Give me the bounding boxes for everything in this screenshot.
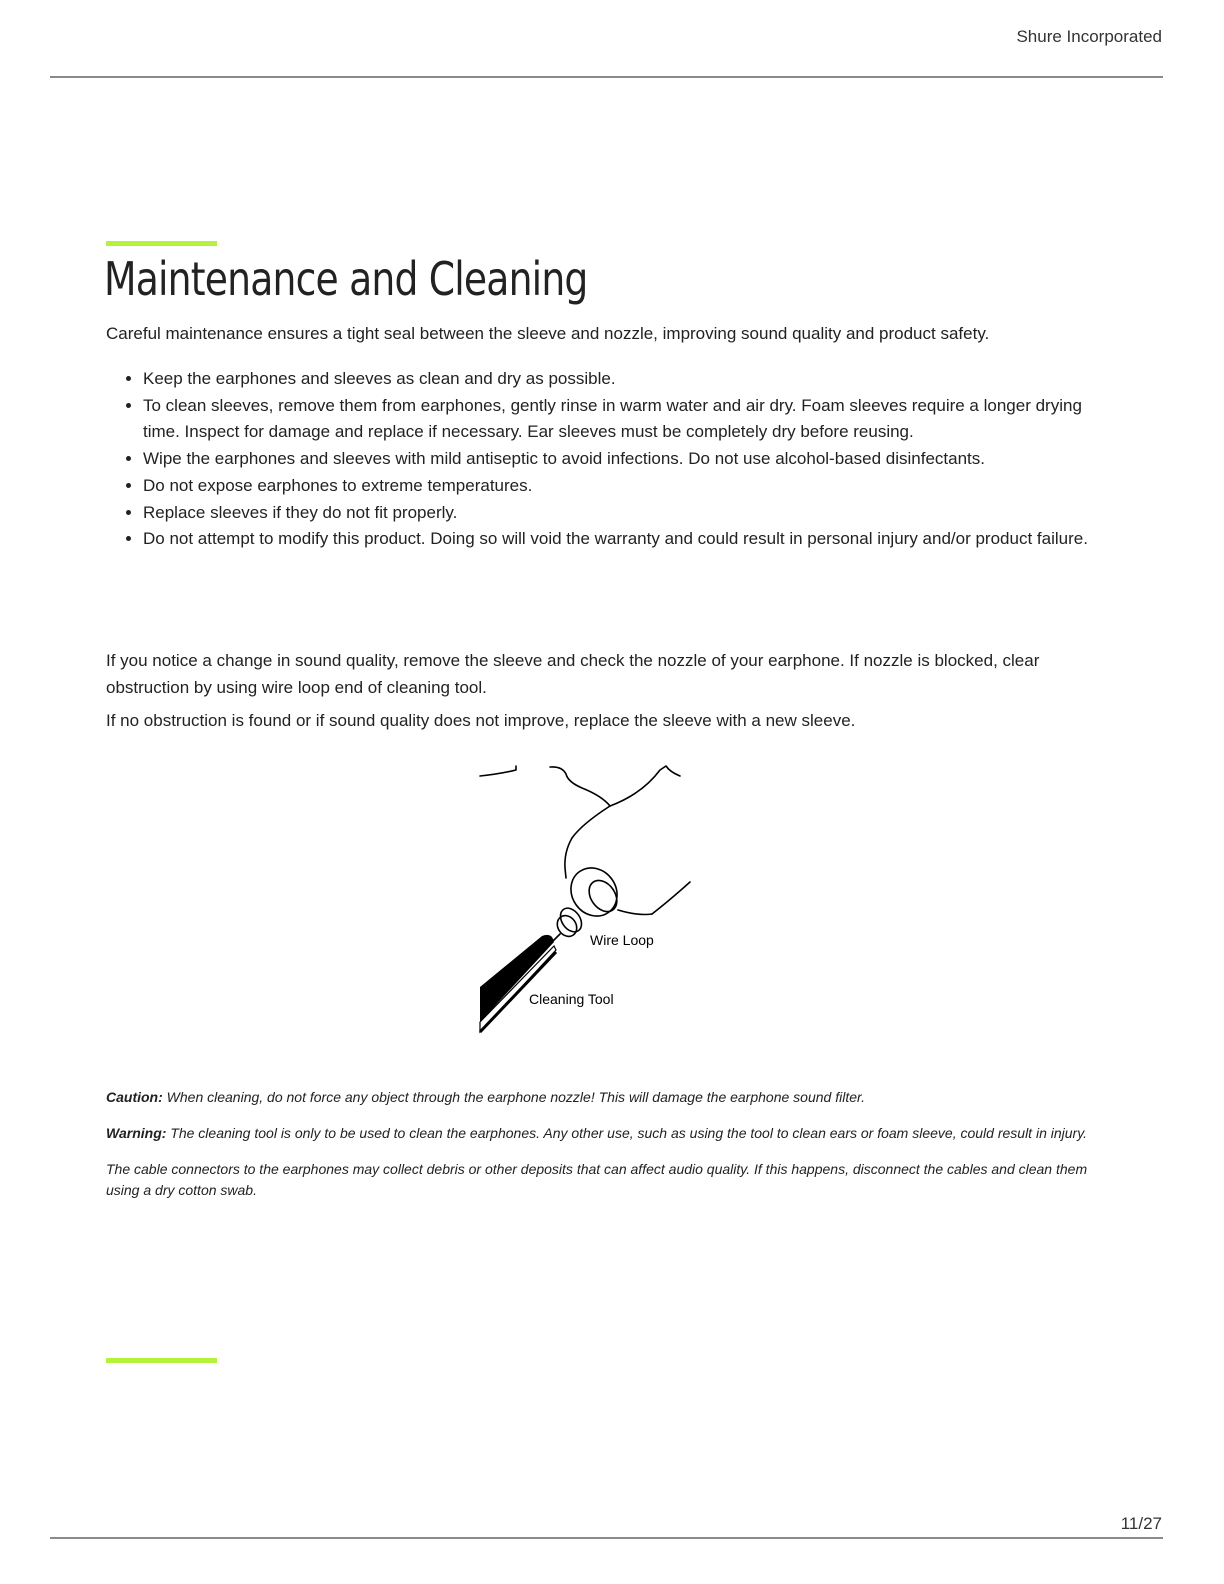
earphone-body — [562, 859, 627, 925]
header-divider — [50, 76, 1163, 78]
hand-outline — [610, 766, 680, 806]
page-number: 11/27 — [1120, 1514, 1162, 1533]
hand-outline — [550, 767, 610, 878]
notes-section — [106, 1087, 1116, 1216]
caution-text: When cleaning, do not force any object through the earphone nozzle! This will damage the earphone sound filter. — [162, 1089, 866, 1105]
hand-outline — [652, 882, 690, 914]
nozzle-paragraph: If you notice a change in sound quality, remove the sleeve and check the nozzle of your earphone. If nozzle is blocked, clear obstruction by using wire loop end of cleaning tool. — [106, 651, 1040, 697]
cleaning-tool-illustration — [470, 760, 710, 1045]
cleaning-tool-label: Cleaning Tool — [529, 991, 614, 1007]
cleaning-tool-handle — [480, 935, 554, 1022]
caution-note — [106, 1087, 1116, 1108]
list-item: • Keep the earphones and sleeves as clean and dry as possible. — [143, 366, 1123, 393]
list-item: • Do not attempt to modify this product. Doing so will void the warranty and could result in personal injury and/or product failure. — [143, 526, 1123, 553]
page-title: Maintenance and Cleaning — [104, 252, 588, 306]
list-item: • Do not expose earphones to extreme temperatures. — [143, 473, 1123, 500]
section-accent-bar — [106, 241, 217, 246]
section-accent-bar — [106, 1358, 217, 1363]
footer-divider — [50, 1537, 1163, 1539]
caution-label: Caution: — [106, 1089, 163, 1105]
list-item: • Replace sleeves if they do not fit properly. — [143, 500, 1123, 527]
warning-text: The cleaning tool is only to be used to clean the earphones. Any other use, such as using the tool to clean ears or foam sleeve, could result in injury. — [166, 1125, 1088, 1141]
cable-note: The cable connectors to the earphones may collect debris or other deposits that can affect audio quality. If this happens, disconnect the cables and clean them using a dry cotton swab. — [106, 1161, 1088, 1198]
list-item: • Wipe the earphones and sleeves with mild antiseptic to avoid infections. Do not use alcohol-based disinfectants. — [143, 446, 1123, 473]
sleeve-replace-paragraph: If no obstruction is found or if sound quality does not improve, replace the sleeve with a new sleeve. — [106, 711, 856, 730]
list-item: • To clean sleeves, remove them from earphones, gently rinse in warm water and air dry. Foam sleeves require a longer drying time. Inspect for damage and replace if necessary. Ear sleeves must be completely dry before reusing. — [143, 393, 1123, 446]
maintenance-list — [106, 366, 1123, 553]
warning-note — [106, 1123, 1116, 1144]
header-company-name: Shure Incorporated — [1016, 27, 1162, 46]
hand-outline — [480, 766, 516, 776]
warning-label: Warning: — [106, 1125, 167, 1141]
earphone-ring — [583, 875, 622, 917]
earphone-nozzle — [556, 904, 586, 936]
wire-loop-label: Wire Loop — [590, 932, 654, 948]
intro-paragraph: Careful maintenance ensures a tight seal between the sleeve and nozzle, improving sound quality and product safety. — [106, 324, 990, 343]
hand-outline — [618, 910, 652, 915]
